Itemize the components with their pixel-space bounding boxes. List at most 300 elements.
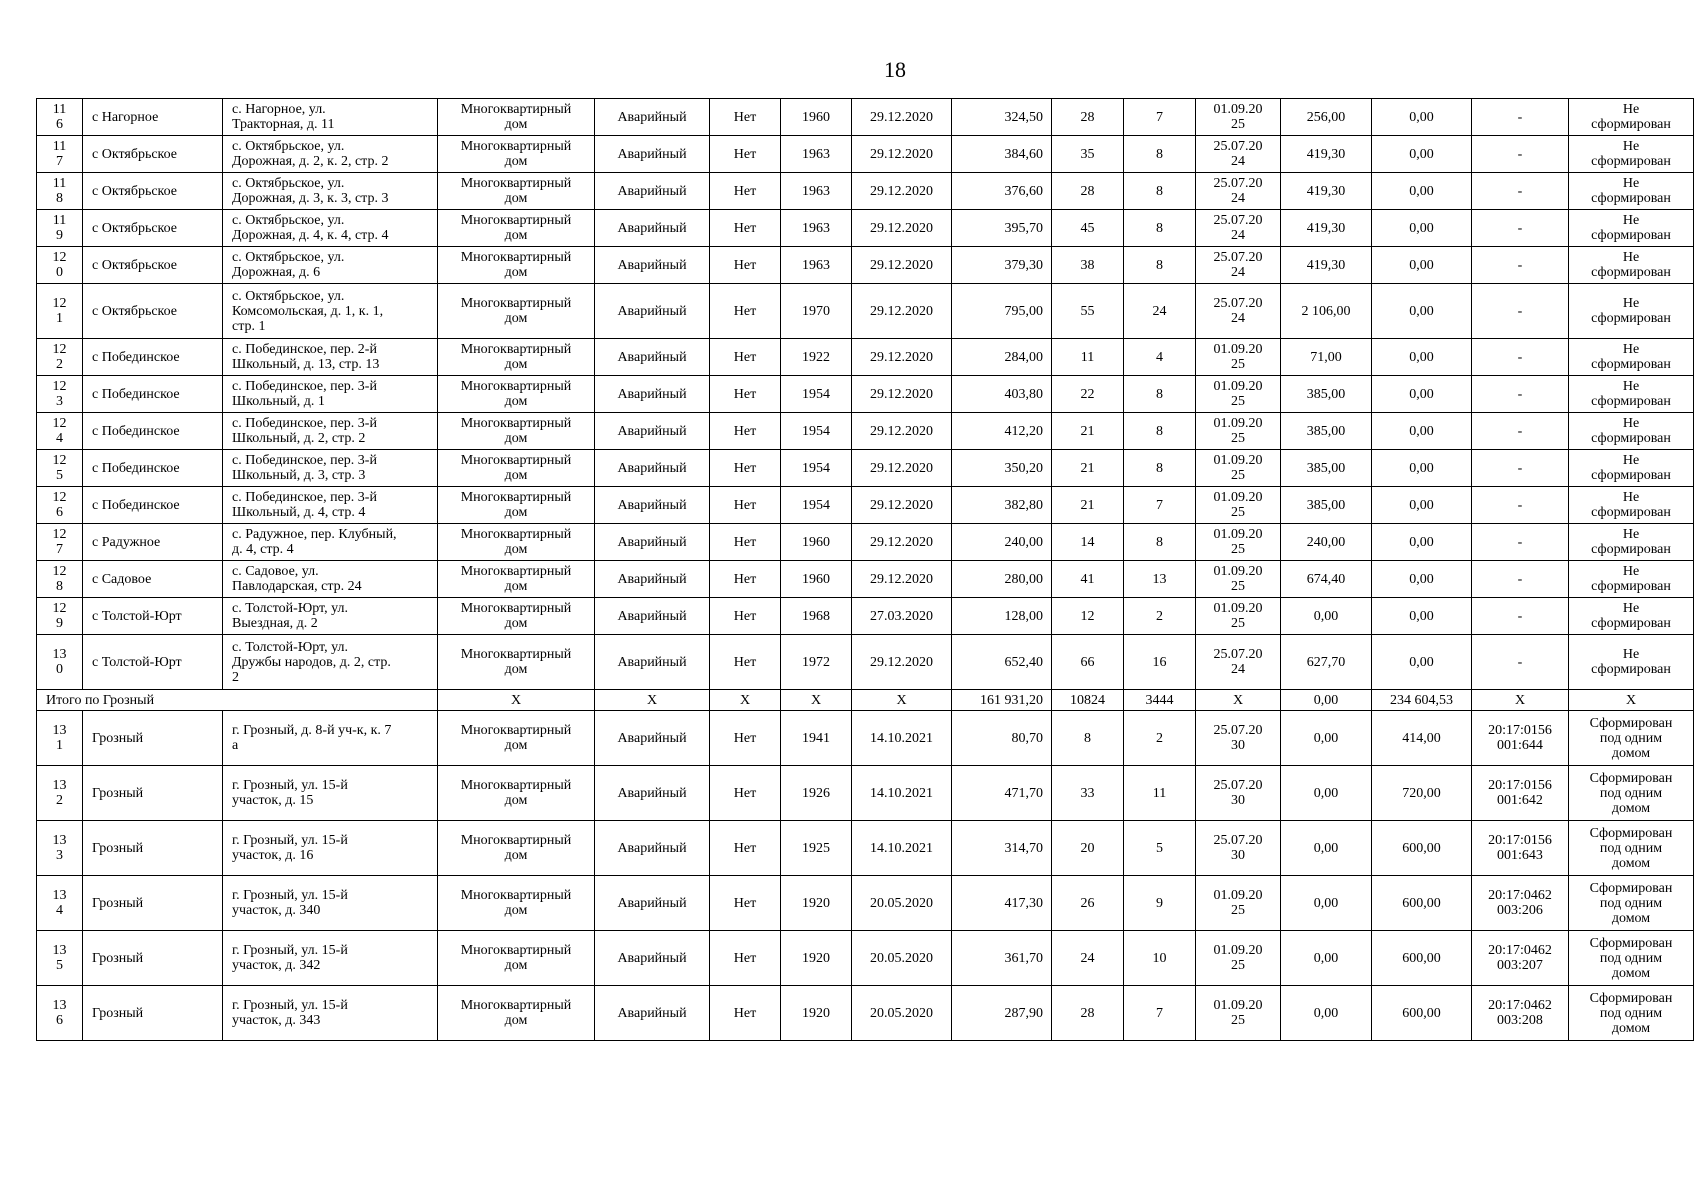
cell-units: 8	[1124, 173, 1196, 210]
cell-residents: 33	[1052, 766, 1124, 821]
cell-build-year: 1963	[781, 247, 852, 284]
cell-build-year: 1922	[781, 339, 852, 376]
table-row	[37, 173, 1694, 210]
cell-residents: 38	[1052, 247, 1124, 284]
cell-address: с. Октябрьское, ул. Комсомольская, д. 1, к. 1, стр. 1	[223, 284, 438, 339]
cell-land-status: Не сформирован	[1569, 487, 1694, 524]
cell-flag: Нет	[710, 931, 781, 986]
cell-condition: Аварийный	[595, 766, 710, 821]
cell-build-year: 1968	[781, 598, 852, 635]
cell-flag: Нет	[710, 339, 781, 376]
cell-value-1: 419,30	[1281, 247, 1372, 284]
cell-condition: Аварийный	[595, 561, 710, 598]
cell-land-status: Не сформирован	[1569, 247, 1694, 284]
cell-building-type: Многоквартирный дом	[438, 413, 595, 450]
cell-condition: Аварийный	[595, 931, 710, 986]
cell-build-year: 1963	[781, 173, 852, 210]
cell-building-type: Многоквартирный дом	[438, 376, 595, 413]
cell-area: 361,70	[952, 931, 1052, 986]
cell-decision-date: 14.10.2021	[852, 821, 952, 876]
cell-building-type: Многоквартирный дом	[438, 450, 595, 487]
cell-condition: Аварийный	[595, 524, 710, 561]
cell-deadline: 01.09.20 25	[1196, 376, 1281, 413]
cell-units: 24	[1124, 284, 1196, 339]
cell-residents: 22	[1052, 376, 1124, 413]
cell-area: 412,20	[952, 413, 1052, 450]
cell-value-1: 0,00	[1281, 766, 1372, 821]
cell-residents: 28	[1052, 173, 1124, 210]
cell-decision-date: 29.12.2020	[852, 635, 952, 690]
subtotal-flag: X	[710, 690, 781, 711]
cell-cadastral-number: -	[1472, 339, 1569, 376]
cell-residents: 21	[1052, 450, 1124, 487]
cell-value-2: 0,00	[1372, 284, 1472, 339]
cell-building-type: Многоквартирный дом	[438, 635, 595, 690]
cell-value-1: 0,00	[1281, 711, 1372, 766]
table-row	[37, 284, 1694, 339]
subtotal-area: 161 931,20	[952, 690, 1052, 711]
cell-address: с. Нагорное, ул. Тракторная, д. 11	[223, 99, 438, 136]
cell-condition: Аварийный	[595, 376, 710, 413]
table-row	[37, 339, 1694, 376]
cell-deadline: 01.09.20 25	[1196, 876, 1281, 931]
cell-deadline: 25.07.20 24	[1196, 635, 1281, 690]
cell-address: г. Грозный, ул. 15-й участок, д. 343	[223, 986, 438, 1041]
cell-value-2: 0,00	[1372, 247, 1472, 284]
cell-row-number: 12 7	[37, 524, 83, 561]
cell-deadline: 25.07.20 30	[1196, 821, 1281, 876]
cell-value-1: 0,00	[1281, 876, 1372, 931]
cell-cadastral-number: -	[1472, 247, 1569, 284]
cell-area: 652,40	[952, 635, 1052, 690]
cell-condition: Аварийный	[595, 986, 710, 1041]
table-row	[37, 876, 1694, 931]
cell-residents: 41	[1052, 561, 1124, 598]
cell-units: 13	[1124, 561, 1196, 598]
cell-area: 379,30	[952, 247, 1052, 284]
cell-area: 384,60	[952, 136, 1052, 173]
cell-decision-date: 29.12.2020	[852, 524, 952, 561]
cell-cadastral-number: -	[1472, 99, 1569, 136]
cell-value-2: 0,00	[1372, 136, 1472, 173]
table-row	[37, 931, 1694, 986]
cell-deadline: 01.09.20 25	[1196, 487, 1281, 524]
subtotal-residents: 10824	[1052, 690, 1124, 711]
cell-build-year: 1954	[781, 376, 852, 413]
subtotal-type: X	[438, 690, 595, 711]
cell-row-number: 13 0	[37, 635, 83, 690]
cell-settlement: с Побединское	[83, 487, 223, 524]
cell-settlement: с Октябрьское	[83, 247, 223, 284]
cell-land-status: Сформирован под одним домом	[1569, 876, 1694, 931]
cell-condition: Аварийный	[595, 210, 710, 247]
table-row	[37, 413, 1694, 450]
cell-row-number: 12 2	[37, 339, 83, 376]
cell-cadastral-number: -	[1472, 210, 1569, 247]
table-row	[37, 561, 1694, 598]
cell-land-status: Не сформирован	[1569, 210, 1694, 247]
cell-units: 16	[1124, 635, 1196, 690]
cell-value-1: 0,00	[1281, 986, 1372, 1041]
cell-deadline: 01.09.20 25	[1196, 450, 1281, 487]
cell-deadline: 25.07.20 24	[1196, 284, 1281, 339]
cell-area: 128,00	[952, 598, 1052, 635]
cell-value-1: 385,00	[1281, 450, 1372, 487]
cell-decision-date: 29.12.2020	[852, 173, 952, 210]
cell-flag: Нет	[710, 598, 781, 635]
cell-flag: Нет	[710, 284, 781, 339]
cell-build-year: 1926	[781, 766, 852, 821]
cell-condition: Аварийный	[595, 247, 710, 284]
subtotal-units: 3444	[1124, 690, 1196, 711]
cell-build-year: 1963	[781, 136, 852, 173]
cell-area: 417,30	[952, 876, 1052, 931]
cell-settlement: с Побединское	[83, 376, 223, 413]
cell-area: 350,20	[952, 450, 1052, 487]
cell-residents: 26	[1052, 876, 1124, 931]
cell-condition: Аварийный	[595, 339, 710, 376]
cell-residents: 21	[1052, 413, 1124, 450]
cell-condition: Аварийный	[595, 821, 710, 876]
table-row	[37, 136, 1694, 173]
table-row	[37, 821, 1694, 876]
table-row	[37, 376, 1694, 413]
cell-value-2: 414,00	[1372, 711, 1472, 766]
cell-flag: Нет	[710, 524, 781, 561]
cell-value-2: 600,00	[1372, 821, 1472, 876]
table-row	[37, 766, 1694, 821]
cell-settlement: с Октябрьское	[83, 173, 223, 210]
cell-cadastral-number: 20:17:0156 001:642	[1472, 766, 1569, 821]
cell-decision-date: 29.12.2020	[852, 99, 952, 136]
subtotal-value-2: 234 604,53	[1372, 690, 1472, 711]
cell-value-1: 627,70	[1281, 635, 1372, 690]
cell-value-2: 0,00	[1372, 173, 1472, 210]
cell-area: 382,80	[952, 487, 1052, 524]
cell-building-type: Многоквартирный дом	[438, 284, 595, 339]
cell-flag: Нет	[710, 487, 781, 524]
cell-area: 284,00	[952, 339, 1052, 376]
cell-value-2: 0,00	[1372, 598, 1472, 635]
cell-flag: Нет	[710, 711, 781, 766]
cell-flag: Нет	[710, 766, 781, 821]
cell-row-number: 12 4	[37, 413, 83, 450]
cell-deadline: 01.09.20 25	[1196, 986, 1281, 1041]
cell-decision-date: 14.10.2021	[852, 766, 952, 821]
cell-area: 395,70	[952, 210, 1052, 247]
cell-land-status: Не сформирован	[1569, 339, 1694, 376]
cell-units: 5	[1124, 821, 1196, 876]
cell-row-number: 13 6	[37, 986, 83, 1041]
table-row	[37, 524, 1694, 561]
cell-deadline: 01.09.20 25	[1196, 598, 1281, 635]
cell-land-status: Не сформирован	[1569, 598, 1694, 635]
cell-units: 10	[1124, 931, 1196, 986]
cell-residents: 11	[1052, 339, 1124, 376]
cell-row-number: 13 5	[37, 931, 83, 986]
cell-building-type: Многоквартирный дом	[438, 487, 595, 524]
cell-value-1: 419,30	[1281, 136, 1372, 173]
cell-condition: Аварийный	[595, 284, 710, 339]
cell-residents: 14	[1052, 524, 1124, 561]
subtotal-date: X	[852, 690, 952, 711]
cell-value-2: 0,00	[1372, 339, 1472, 376]
cell-build-year: 1970	[781, 284, 852, 339]
table-row	[37, 99, 1694, 136]
cell-cadastral-number: -	[1472, 561, 1569, 598]
cell-settlement: с Нагорное	[83, 99, 223, 136]
cell-address: с. Октябрьское, ул. Дорожная, д. 4, к. 4, стр. 4	[223, 210, 438, 247]
cell-deadline: 01.09.20 25	[1196, 413, 1281, 450]
page-number: 18	[884, 57, 906, 82]
cell-land-status: Не сформирован	[1569, 561, 1694, 598]
cell-deadline: 25.07.20 24	[1196, 210, 1281, 247]
cell-area: 403,80	[952, 376, 1052, 413]
cell-build-year: 1920	[781, 986, 852, 1041]
cell-row-number: 12 1	[37, 284, 83, 339]
cell-area: 240,00	[952, 524, 1052, 561]
cell-units: 9	[1124, 876, 1196, 931]
cell-value-2: 0,00	[1372, 524, 1472, 561]
cell-address: г. Грозный, ул. 15-й участок, д. 15	[223, 766, 438, 821]
cell-units: 8	[1124, 210, 1196, 247]
cell-value-1: 256,00	[1281, 99, 1372, 136]
cell-settlement: Грозный	[83, 876, 223, 931]
cell-units: 2	[1124, 711, 1196, 766]
cell-settlement: Грозный	[83, 931, 223, 986]
cell-value-2: 0,00	[1372, 450, 1472, 487]
cell-units: 8	[1124, 450, 1196, 487]
subtotal-label: Итого по Грозный	[37, 690, 438, 711]
cell-address: с. Октябрьское, ул. Дорожная, д. 3, к. 3, стр. 3	[223, 173, 438, 210]
cell-residents: 24	[1052, 931, 1124, 986]
subtotal-cadastral: X	[1472, 690, 1569, 711]
cell-condition: Аварийный	[595, 99, 710, 136]
cell-settlement: с Побединское	[83, 450, 223, 487]
cell-address: г. Грозный, ул. 15-й участок, д. 340	[223, 876, 438, 931]
cell-settlement: Грозный	[83, 711, 223, 766]
table-row	[37, 450, 1694, 487]
cell-building-type: Многоквартирный дом	[438, 136, 595, 173]
cell-residents: 45	[1052, 210, 1124, 247]
cell-address: г. Грозный, д. 8-й уч-к, к. 7 а	[223, 711, 438, 766]
cell-land-status: Не сформирован	[1569, 284, 1694, 339]
cell-address: с. Побединское, пер. 3-й Школьный, д. 4, стр. 4	[223, 487, 438, 524]
cell-address: с. Побединское, пер. 3-й Школьный, д. 3, стр. 3	[223, 450, 438, 487]
cell-building-type: Многоквартирный дом	[438, 99, 595, 136]
cell-decision-date: 20.05.2020	[852, 931, 952, 986]
cell-land-status: Сформирован под одним домом	[1569, 821, 1694, 876]
subtotal-status: X	[1569, 690, 1694, 711]
cell-building-type: Многоквартирный дом	[438, 173, 595, 210]
cell-build-year: 1960	[781, 561, 852, 598]
cell-row-number: 11 6	[37, 99, 83, 136]
table-row	[37, 210, 1694, 247]
cell-build-year: 1954	[781, 450, 852, 487]
cell-deadline: 01.09.20 25	[1196, 524, 1281, 561]
cell-settlement: с Побединское	[83, 339, 223, 376]
cell-area: 314,70	[952, 821, 1052, 876]
cell-decision-date: 29.12.2020	[852, 210, 952, 247]
cell-building-type: Многоквартирный дом	[438, 598, 595, 635]
cell-residents: 66	[1052, 635, 1124, 690]
cell-condition: Аварийный	[595, 487, 710, 524]
cell-value-1: 385,00	[1281, 376, 1372, 413]
cell-build-year: 1963	[781, 210, 852, 247]
cell-deadline: 01.09.20 25	[1196, 339, 1281, 376]
cell-flag: Нет	[710, 210, 781, 247]
cell-address: с. Садовое, ул. Павлодарская, стр. 24	[223, 561, 438, 598]
cell-cadastral-number: -	[1472, 598, 1569, 635]
cell-units: 8	[1124, 376, 1196, 413]
cell-land-status: Сформирован под одним домом	[1569, 711, 1694, 766]
cell-building-type: Многоквартирный дом	[438, 524, 595, 561]
table-row	[37, 986, 1694, 1041]
cell-condition: Аварийный	[595, 635, 710, 690]
cell-decision-date: 20.05.2020	[852, 986, 952, 1041]
cell-value-1: 674,40	[1281, 561, 1372, 598]
cell-residents: 12	[1052, 598, 1124, 635]
cell-flag: Нет	[710, 99, 781, 136]
cell-cadastral-number: -	[1472, 376, 1569, 413]
subtotal-state: X	[595, 690, 710, 711]
cell-build-year: 1941	[781, 711, 852, 766]
cell-value-1: 0,00	[1281, 931, 1372, 986]
cell-settlement: Грозный	[83, 766, 223, 821]
cell-decision-date: 29.12.2020	[852, 247, 952, 284]
cell-deadline: 01.09.20 25	[1196, 561, 1281, 598]
cell-land-status: Не сформирован	[1569, 635, 1694, 690]
cell-units: 4	[1124, 339, 1196, 376]
cell-condition: Аварийный	[595, 173, 710, 210]
cell-value-1: 0,00	[1281, 821, 1372, 876]
cell-address: с. Октябрьское, ул. Дорожная, д. 2, к. 2, стр. 2	[223, 136, 438, 173]
subtotal-value-1: 0,00	[1281, 690, 1372, 711]
cell-value-2: 0,00	[1372, 413, 1472, 450]
table-row	[37, 711, 1694, 766]
cell-settlement: с Октябрьское	[83, 284, 223, 339]
cell-value-2: 600,00	[1372, 986, 1472, 1041]
cell-cadastral-number: 20:17:0462 003:206	[1472, 876, 1569, 931]
cell-decision-date: 29.12.2020	[852, 561, 952, 598]
cell-units: 11	[1124, 766, 1196, 821]
cell-building-type: Многоквартирный дом	[438, 821, 595, 876]
housing-registry-table	[36, 98, 1694, 1041]
cell-residents: 35	[1052, 136, 1124, 173]
cell-address: с. Побединское, пер. 2-й Школьный, д. 13, стр. 13	[223, 339, 438, 376]
cell-value-2: 0,00	[1372, 210, 1472, 247]
cell-value-1: 419,30	[1281, 210, 1372, 247]
cell-settlement: с Радужное	[83, 524, 223, 561]
cell-build-year: 1954	[781, 487, 852, 524]
cell-settlement: с Октябрьское	[83, 136, 223, 173]
cell-value-1: 419,30	[1281, 173, 1372, 210]
cell-flag: Нет	[710, 450, 781, 487]
cell-deadline: 25.07.20 24	[1196, 173, 1281, 210]
cell-cadastral-number: 20:17:0462 003:208	[1472, 986, 1569, 1041]
cell-units: 2	[1124, 598, 1196, 635]
cell-land-status: Не сформирован	[1569, 524, 1694, 561]
cell-units: 8	[1124, 247, 1196, 284]
cell-flag: Нет	[710, 635, 781, 690]
cell-area: 80,70	[952, 711, 1052, 766]
cell-units: 7	[1124, 99, 1196, 136]
cell-condition: Аварийный	[595, 876, 710, 931]
cell-flag: Нет	[710, 821, 781, 876]
cell-row-number: 13 1	[37, 711, 83, 766]
cell-building-type: Многоквартирный дом	[438, 931, 595, 986]
cell-cadastral-number: 20:17:0462 003:207	[1472, 931, 1569, 986]
cell-building-type: Многоквартирный дом	[438, 561, 595, 598]
cell-row-number: 13 4	[37, 876, 83, 931]
cell-land-status: Сформирован под одним домом	[1569, 986, 1694, 1041]
cell-decision-date: 29.12.2020	[852, 339, 952, 376]
cell-flag: Нет	[710, 413, 781, 450]
cell-deadline: 01.09.20 25	[1196, 931, 1281, 986]
cell-value-2: 600,00	[1372, 876, 1472, 931]
cell-residents: 20	[1052, 821, 1124, 876]
cell-deadline: 25.07.20 30	[1196, 711, 1281, 766]
cell-condition: Аварийный	[595, 413, 710, 450]
cell-building-type: Многоквартирный дом	[438, 876, 595, 931]
cell-build-year: 1960	[781, 99, 852, 136]
cell-building-type: Многоквартирный дом	[438, 210, 595, 247]
cell-flag: Нет	[710, 136, 781, 173]
cell-row-number: 12 6	[37, 487, 83, 524]
cell-decision-date: 29.12.2020	[852, 284, 952, 339]
subtotal-row	[37, 690, 1694, 711]
cell-flag: Нет	[710, 173, 781, 210]
cell-settlement: Грозный	[83, 986, 223, 1041]
cell-flag: Нет	[710, 376, 781, 413]
cell-address: с. Побединское, пер. 3-й Школьный, д. 2, стр. 2	[223, 413, 438, 450]
cell-row-number: 12 3	[37, 376, 83, 413]
cell-building-type: Многоквартирный дом	[438, 711, 595, 766]
cell-address: с. Октябрьское, ул. Дорожная, д. 6	[223, 247, 438, 284]
cell-condition: Аварийный	[595, 598, 710, 635]
cell-build-year: 1972	[781, 635, 852, 690]
cell-units: 7	[1124, 487, 1196, 524]
cell-area: 280,00	[952, 561, 1052, 598]
cell-residents: 21	[1052, 487, 1124, 524]
table-row	[37, 487, 1694, 524]
cell-land-status: Не сформирован	[1569, 173, 1694, 210]
cell-address: г. Грозный, ул. 15-й участок, д. 342	[223, 931, 438, 986]
cell-value-1: 385,00	[1281, 487, 1372, 524]
cell-decision-date: 29.12.2020	[852, 376, 952, 413]
cell-units: 8	[1124, 136, 1196, 173]
subtotal-year: X	[781, 690, 852, 711]
cell-settlement: с Садовое	[83, 561, 223, 598]
cell-decision-date: 29.12.2020	[852, 413, 952, 450]
table-body-upper	[37, 99, 1694, 690]
cell-building-type: Многоквартирный дом	[438, 247, 595, 284]
table-row	[37, 635, 1694, 690]
cell-deadline: 25.07.20 24	[1196, 247, 1281, 284]
cell-address: г. Грозный, ул. 15-й участок, д. 16	[223, 821, 438, 876]
cell-cadastral-number: -	[1472, 136, 1569, 173]
cell-land-status: Не сформирован	[1569, 450, 1694, 487]
cell-residents: 28	[1052, 99, 1124, 136]
cell-address: с. Побединское, пер. 3-й Школьный, д. 1	[223, 376, 438, 413]
cell-row-number: 12 8	[37, 561, 83, 598]
cell-flag: Нет	[710, 876, 781, 931]
cell-area: 324,50	[952, 99, 1052, 136]
cell-building-type: Многоквартирный дом	[438, 339, 595, 376]
cell-value-1: 385,00	[1281, 413, 1372, 450]
cell-deadline: 01.09.20 25	[1196, 99, 1281, 136]
cell-decision-date: 29.12.2020	[852, 487, 952, 524]
